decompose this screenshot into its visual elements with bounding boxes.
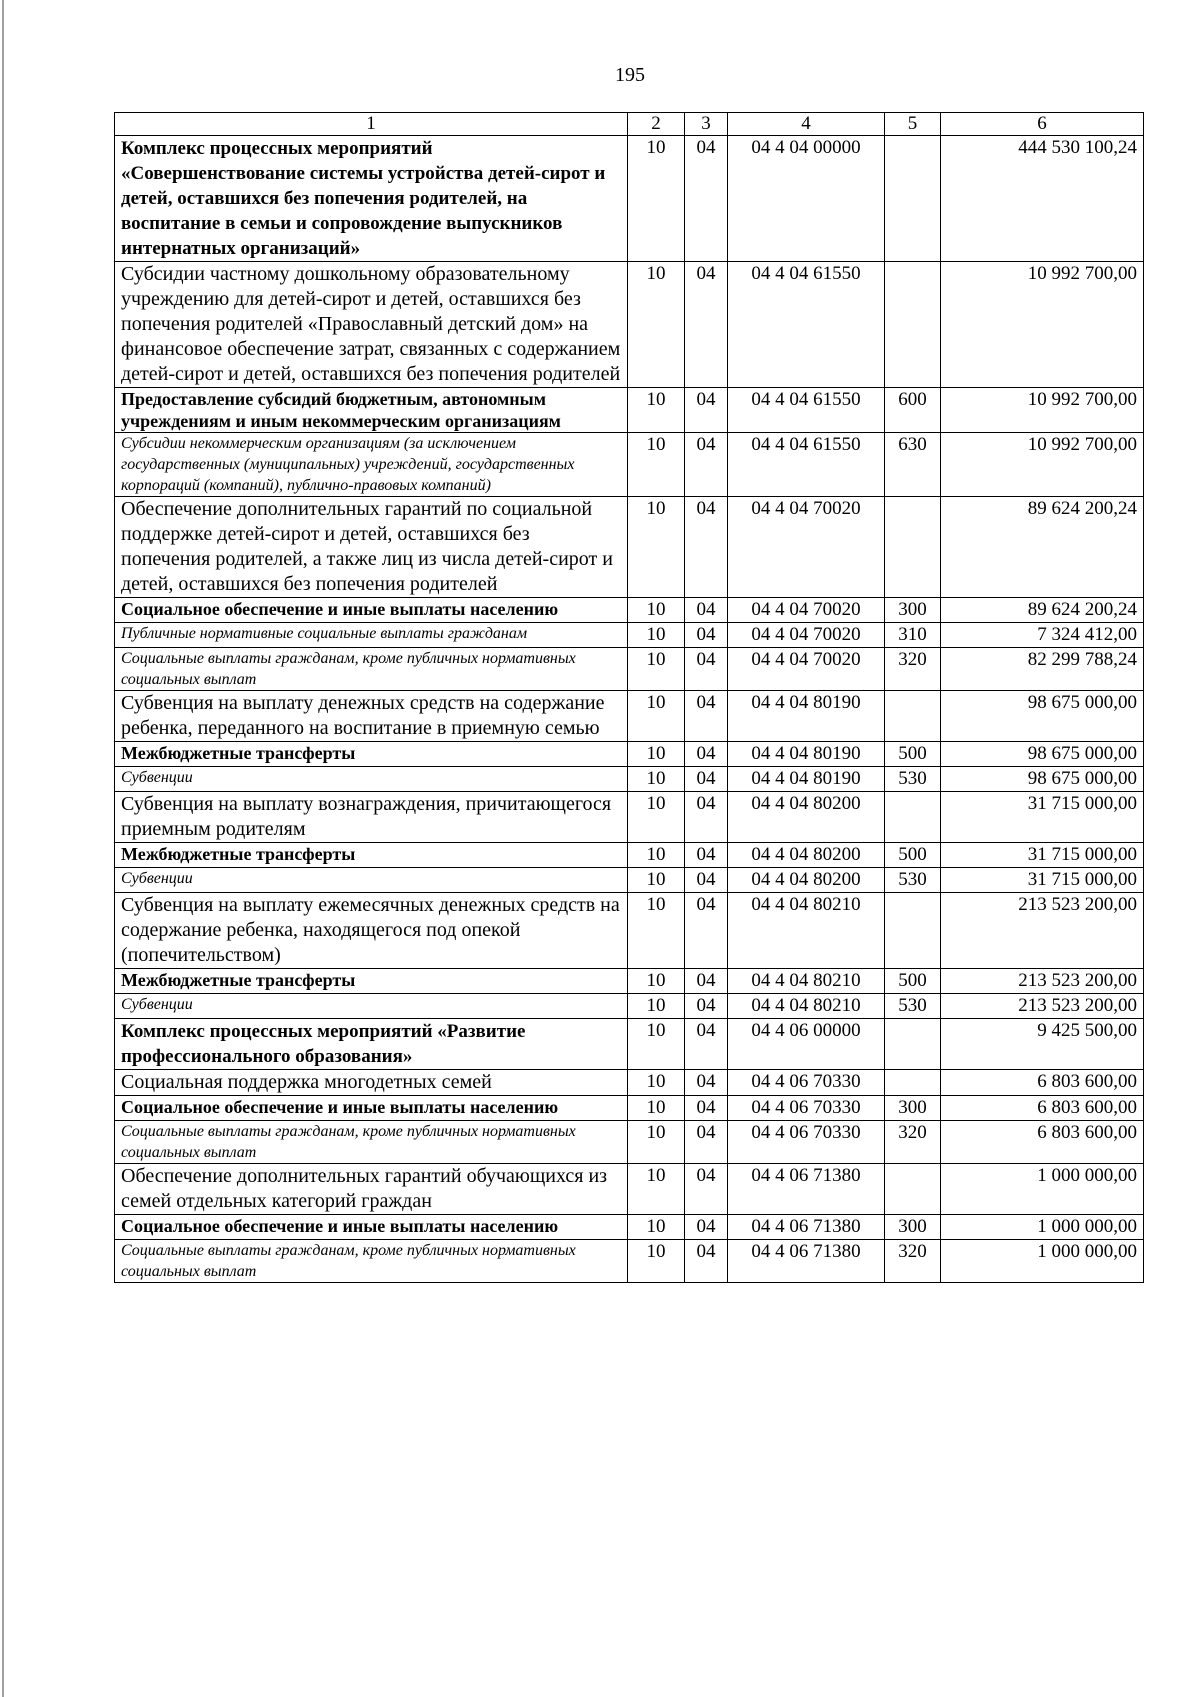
row-target-code: 04 4 04 80200 bbox=[728, 868, 885, 893]
table-row bbox=[115, 994, 1144, 1019]
row-expense-type bbox=[885, 1164, 941, 1215]
table-row bbox=[115, 1096, 1144, 1121]
row-description: Субвенции bbox=[115, 767, 628, 792]
scan-edge bbox=[2, 0, 4, 1697]
row-description: Комплекс процессных мероприятий «Развитие профессионального образования» bbox=[115, 1019, 628, 1070]
row-description: Социальные выплаты гражданам, кроме публичных нормативных социальных выплат bbox=[115, 648, 628, 691]
row-description: Социальная поддержка многодетных семей bbox=[115, 1070, 628, 1096]
row-section: 10 bbox=[628, 1070, 685, 1096]
row-section: 10 bbox=[628, 1121, 685, 1164]
row-expense-type bbox=[885, 1070, 941, 1096]
row-subsection: 04 bbox=[685, 497, 728, 598]
row-amount: 6 803 600,00 bbox=[941, 1096, 1144, 1121]
row-amount: 1 000 000,00 bbox=[941, 1215, 1144, 1240]
row-subsection: 04 bbox=[685, 1215, 728, 1240]
row-target-code: 04 4 06 71380 bbox=[728, 1164, 885, 1215]
row-target-code: 04 4 04 80190 bbox=[728, 742, 885, 767]
row-subsection: 04 bbox=[685, 1121, 728, 1164]
row-subsection: 04 bbox=[685, 969, 728, 994]
row-target-code: 04 4 04 61550 bbox=[728, 433, 885, 497]
row-description: Субвенция на выплату вознаграждения, причитающегося приемным родителям bbox=[115, 792, 628, 843]
row-target-code: 04 4 06 70330 bbox=[728, 1070, 885, 1096]
row-amount: 98 675 000,00 bbox=[941, 691, 1144, 742]
row-section: 10 bbox=[628, 262, 685, 388]
row-section: 10 bbox=[628, 742, 685, 767]
row-target-code: 04 4 06 71380 bbox=[728, 1215, 885, 1240]
row-target-code: 04 4 04 80210 bbox=[728, 994, 885, 1019]
row-subsection: 04 bbox=[685, 893, 728, 969]
table-row bbox=[115, 868, 1144, 893]
row-subsection: 04 bbox=[685, 1096, 728, 1121]
table-row bbox=[115, 767, 1144, 792]
row-amount: 213 523 200,00 bbox=[941, 893, 1144, 969]
row-subsection: 04 bbox=[685, 742, 728, 767]
row-amount: 444 530 100,24 bbox=[941, 136, 1144, 262]
row-section: 10 bbox=[628, 1240, 685, 1283]
row-description: Социальные выплаты гражданам, кроме публичных нормативных социальных выплат bbox=[115, 1121, 628, 1164]
row-expense-type bbox=[885, 893, 941, 969]
table-row bbox=[115, 497, 1144, 598]
row-expense-type: 300 bbox=[885, 598, 941, 623]
row-amount: 89 624 200,24 bbox=[941, 598, 1144, 623]
table-row bbox=[115, 742, 1144, 767]
column-header-5: 5 bbox=[885, 113, 941, 136]
table-row bbox=[115, 1019, 1144, 1070]
row-expense-type: 630 bbox=[885, 433, 941, 497]
row-subsection: 04 bbox=[685, 648, 728, 691]
row-description: Субвенции bbox=[115, 868, 628, 893]
row-target-code: 04 4 06 70330 bbox=[728, 1096, 885, 1121]
row-section: 10 bbox=[628, 1215, 685, 1240]
row-section: 10 bbox=[628, 792, 685, 843]
row-section: 10 bbox=[628, 691, 685, 742]
column-header-6: 6 bbox=[941, 113, 1144, 136]
row-expense-type: 530 bbox=[885, 767, 941, 792]
row-section: 10 bbox=[628, 598, 685, 623]
row-section: 10 bbox=[628, 497, 685, 598]
row-subsection: 04 bbox=[685, 843, 728, 868]
table-row bbox=[115, 1215, 1144, 1240]
row-subsection: 04 bbox=[685, 1164, 728, 1215]
row-expense-type: 320 bbox=[885, 1240, 941, 1283]
row-expense-type: 320 bbox=[885, 648, 941, 691]
row-target-code: 04 4 04 80210 bbox=[728, 969, 885, 994]
row-description: Социальные выплаты гражданам, кроме публичных нормативных социальных выплат bbox=[115, 1240, 628, 1283]
row-amount: 31 715 000,00 bbox=[941, 843, 1144, 868]
row-description: Публичные нормативные социальные выплаты гражданам bbox=[115, 623, 628, 648]
row-expense-type: 530 bbox=[885, 994, 941, 1019]
row-expense-type: 500 bbox=[885, 969, 941, 994]
row-subsection: 04 bbox=[685, 388, 728, 433]
row-section: 10 bbox=[628, 136, 685, 262]
row-expense-type: 300 bbox=[885, 1215, 941, 1240]
row-description: Субсидии частному дошкольному образовательному учреждению для детей-сирот и детей, оставшихся без попечения родителей «Православный детский дом» на финансовое обеспечение затрат, связанных с содержанием детей-сирот и детей, оставшихся без попечения родителей bbox=[115, 262, 628, 388]
row-amount: 31 715 000,00 bbox=[941, 868, 1144, 893]
table-body bbox=[115, 136, 1144, 1283]
row-description: Социальное обеспечение и иные выплаты населению bbox=[115, 1096, 628, 1121]
row-expense-type bbox=[885, 262, 941, 388]
row-subsection: 04 bbox=[685, 1019, 728, 1070]
table-row bbox=[115, 1070, 1144, 1096]
row-section: 10 bbox=[628, 893, 685, 969]
table-row bbox=[115, 792, 1144, 843]
row-expense-type: 310 bbox=[885, 623, 941, 648]
row-section: 10 bbox=[628, 994, 685, 1019]
column-header-2: 2 bbox=[628, 113, 685, 136]
row-subsection: 04 bbox=[685, 598, 728, 623]
row-target-code: 04 4 04 70020 bbox=[728, 623, 885, 648]
table-header-row bbox=[115, 113, 1144, 136]
row-subsection: 04 bbox=[685, 767, 728, 792]
row-target-code: 04 4 04 00000 bbox=[728, 136, 885, 262]
budget-table bbox=[114, 112, 1144, 1283]
row-section: 10 bbox=[628, 843, 685, 868]
row-description: Комплекс процессных мероприятий «Совершенствование системы устройства детей-сирот и детей, оставшихся без попечения родителей, на воспитание в семьи и сопровождение выпускников интернатных организаций» bbox=[115, 136, 628, 262]
row-description: Субвенция на выплату ежемесячных денежных средств на содержание ребенка, находящегося под опекой (попечительством) bbox=[115, 893, 628, 969]
row-section: 10 bbox=[628, 388, 685, 433]
row-amount: 98 675 000,00 bbox=[941, 767, 1144, 792]
row-amount: 10 992 700,00 bbox=[941, 262, 1144, 388]
row-target-code: 04 4 04 80190 bbox=[728, 767, 885, 792]
column-header-4: 4 bbox=[728, 113, 885, 136]
row-expense-type bbox=[885, 136, 941, 262]
row-amount: 82 299 788,24 bbox=[941, 648, 1144, 691]
row-target-code: 04 4 04 80210 bbox=[728, 893, 885, 969]
row-target-code: 04 4 06 71380 bbox=[728, 1240, 885, 1283]
row-description: Межбюджетные трансферты bbox=[115, 742, 628, 767]
row-amount: 10 992 700,00 bbox=[941, 388, 1144, 433]
row-subsection: 04 bbox=[685, 433, 728, 497]
row-target-code: 04 4 06 00000 bbox=[728, 1019, 885, 1070]
row-target-code: 04 4 04 80190 bbox=[728, 691, 885, 742]
row-target-code: 04 4 04 70020 bbox=[728, 497, 885, 598]
row-amount: 6 803 600,00 bbox=[941, 1070, 1144, 1096]
row-section: 10 bbox=[628, 1164, 685, 1215]
table-row bbox=[115, 598, 1144, 623]
column-header-1: 1 bbox=[115, 113, 628, 136]
row-section: 10 bbox=[628, 767, 685, 792]
row-target-code: 04 4 04 70020 bbox=[728, 598, 885, 623]
row-description: Социальное обеспечение и иные выплаты населению bbox=[115, 1215, 628, 1240]
row-expense-type bbox=[885, 792, 941, 843]
row-expense-type: 300 bbox=[885, 1096, 941, 1121]
row-description: Межбюджетные трансферты bbox=[115, 969, 628, 994]
row-description: Предоставление субсидий бюджетным, автономным учреждениям и иным некоммерческим организациям bbox=[115, 388, 628, 433]
row-expense-type: 500 bbox=[885, 742, 941, 767]
row-target-code: 04 4 04 61550 bbox=[728, 262, 885, 388]
row-amount: 213 523 200,00 bbox=[941, 994, 1144, 1019]
row-section: 10 bbox=[628, 1096, 685, 1121]
row-subsection: 04 bbox=[685, 1070, 728, 1096]
row-expense-type: 600 bbox=[885, 388, 941, 433]
row-description: Межбюджетные трансферты bbox=[115, 843, 628, 868]
row-subsection: 04 bbox=[685, 623, 728, 648]
row-description: Субвенции bbox=[115, 994, 628, 1019]
row-section: 10 bbox=[628, 1019, 685, 1070]
row-description: Обеспечение дополнительных гарантий по социальной поддержке детей-сирот и детей, оставшихся без попечения родителей, а также лиц из числа детей-сирот и детей, оставшихся без попечения родителей bbox=[115, 497, 628, 598]
row-target-code: 04 4 06 70330 bbox=[728, 1121, 885, 1164]
row-section: 10 bbox=[628, 433, 685, 497]
row-expense-type bbox=[885, 691, 941, 742]
table-row bbox=[115, 388, 1144, 433]
table-row bbox=[115, 1164, 1144, 1215]
row-description: Социальное обеспечение и иные выплаты населению bbox=[115, 598, 628, 623]
row-amount: 7 324 412,00 bbox=[941, 623, 1144, 648]
row-expense-type bbox=[885, 497, 941, 598]
row-amount: 98 675 000,00 bbox=[941, 742, 1144, 767]
row-subsection: 04 bbox=[685, 1240, 728, 1283]
table-row bbox=[115, 691, 1144, 742]
row-subsection: 04 bbox=[685, 792, 728, 843]
row-expense-type: 530 bbox=[885, 868, 941, 893]
row-section: 10 bbox=[628, 868, 685, 893]
row-amount: 1 000 000,00 bbox=[941, 1164, 1144, 1215]
row-description: Обеспечение дополнительных гарантий обучающихся из семей отдельных категорий граждан bbox=[115, 1164, 628, 1215]
row-amount: 9 425 500,00 bbox=[941, 1019, 1144, 1070]
row-section: 10 bbox=[628, 623, 685, 648]
row-description: Субвенция на выплату денежных средств на содержание ребенка, переданного на воспитание в приемную семью bbox=[115, 691, 628, 742]
row-amount: 1 000 000,00 bbox=[941, 1240, 1144, 1283]
row-target-code: 04 4 04 70020 bbox=[728, 648, 885, 691]
row-section: 10 bbox=[628, 648, 685, 691]
table-row bbox=[115, 623, 1144, 648]
row-amount: 10 992 700,00 bbox=[941, 433, 1144, 497]
row-section: 10 bbox=[628, 969, 685, 994]
column-header-3: 3 bbox=[685, 113, 728, 136]
row-target-code: 04 4 04 80200 bbox=[728, 843, 885, 868]
row-subsection: 04 bbox=[685, 262, 728, 388]
table-row bbox=[115, 843, 1144, 868]
table-row bbox=[115, 648, 1144, 691]
table-row bbox=[115, 969, 1144, 994]
table-row bbox=[115, 1240, 1144, 1283]
row-target-code: 04 4 04 80200 bbox=[728, 792, 885, 843]
row-subsection: 04 bbox=[685, 994, 728, 1019]
row-expense-type: 320 bbox=[885, 1121, 941, 1164]
row-subsection: 04 bbox=[685, 868, 728, 893]
row-amount: 31 715 000,00 bbox=[941, 792, 1144, 843]
row-expense-type bbox=[885, 1019, 941, 1070]
row-amount: 89 624 200,24 bbox=[941, 497, 1144, 598]
table-row bbox=[115, 1121, 1144, 1164]
row-subsection: 04 bbox=[685, 691, 728, 742]
table-row bbox=[115, 136, 1144, 262]
table-row bbox=[115, 433, 1144, 497]
row-target-code: 04 4 04 61550 bbox=[728, 388, 885, 433]
row-description: Субсидии некоммерческим организациям (за исключением государственных (муниципальных) учреждений, государственных корпораций (компаний), публично-правовых компаний) bbox=[115, 433, 628, 497]
table-row bbox=[115, 893, 1144, 969]
row-amount: 6 803 600,00 bbox=[941, 1121, 1144, 1164]
row-subsection: 04 bbox=[685, 136, 728, 262]
table-row bbox=[115, 262, 1144, 388]
page-number: 195 bbox=[615, 64, 645, 86]
row-expense-type: 500 bbox=[885, 843, 941, 868]
row-amount: 213 523 200,00 bbox=[941, 969, 1144, 994]
